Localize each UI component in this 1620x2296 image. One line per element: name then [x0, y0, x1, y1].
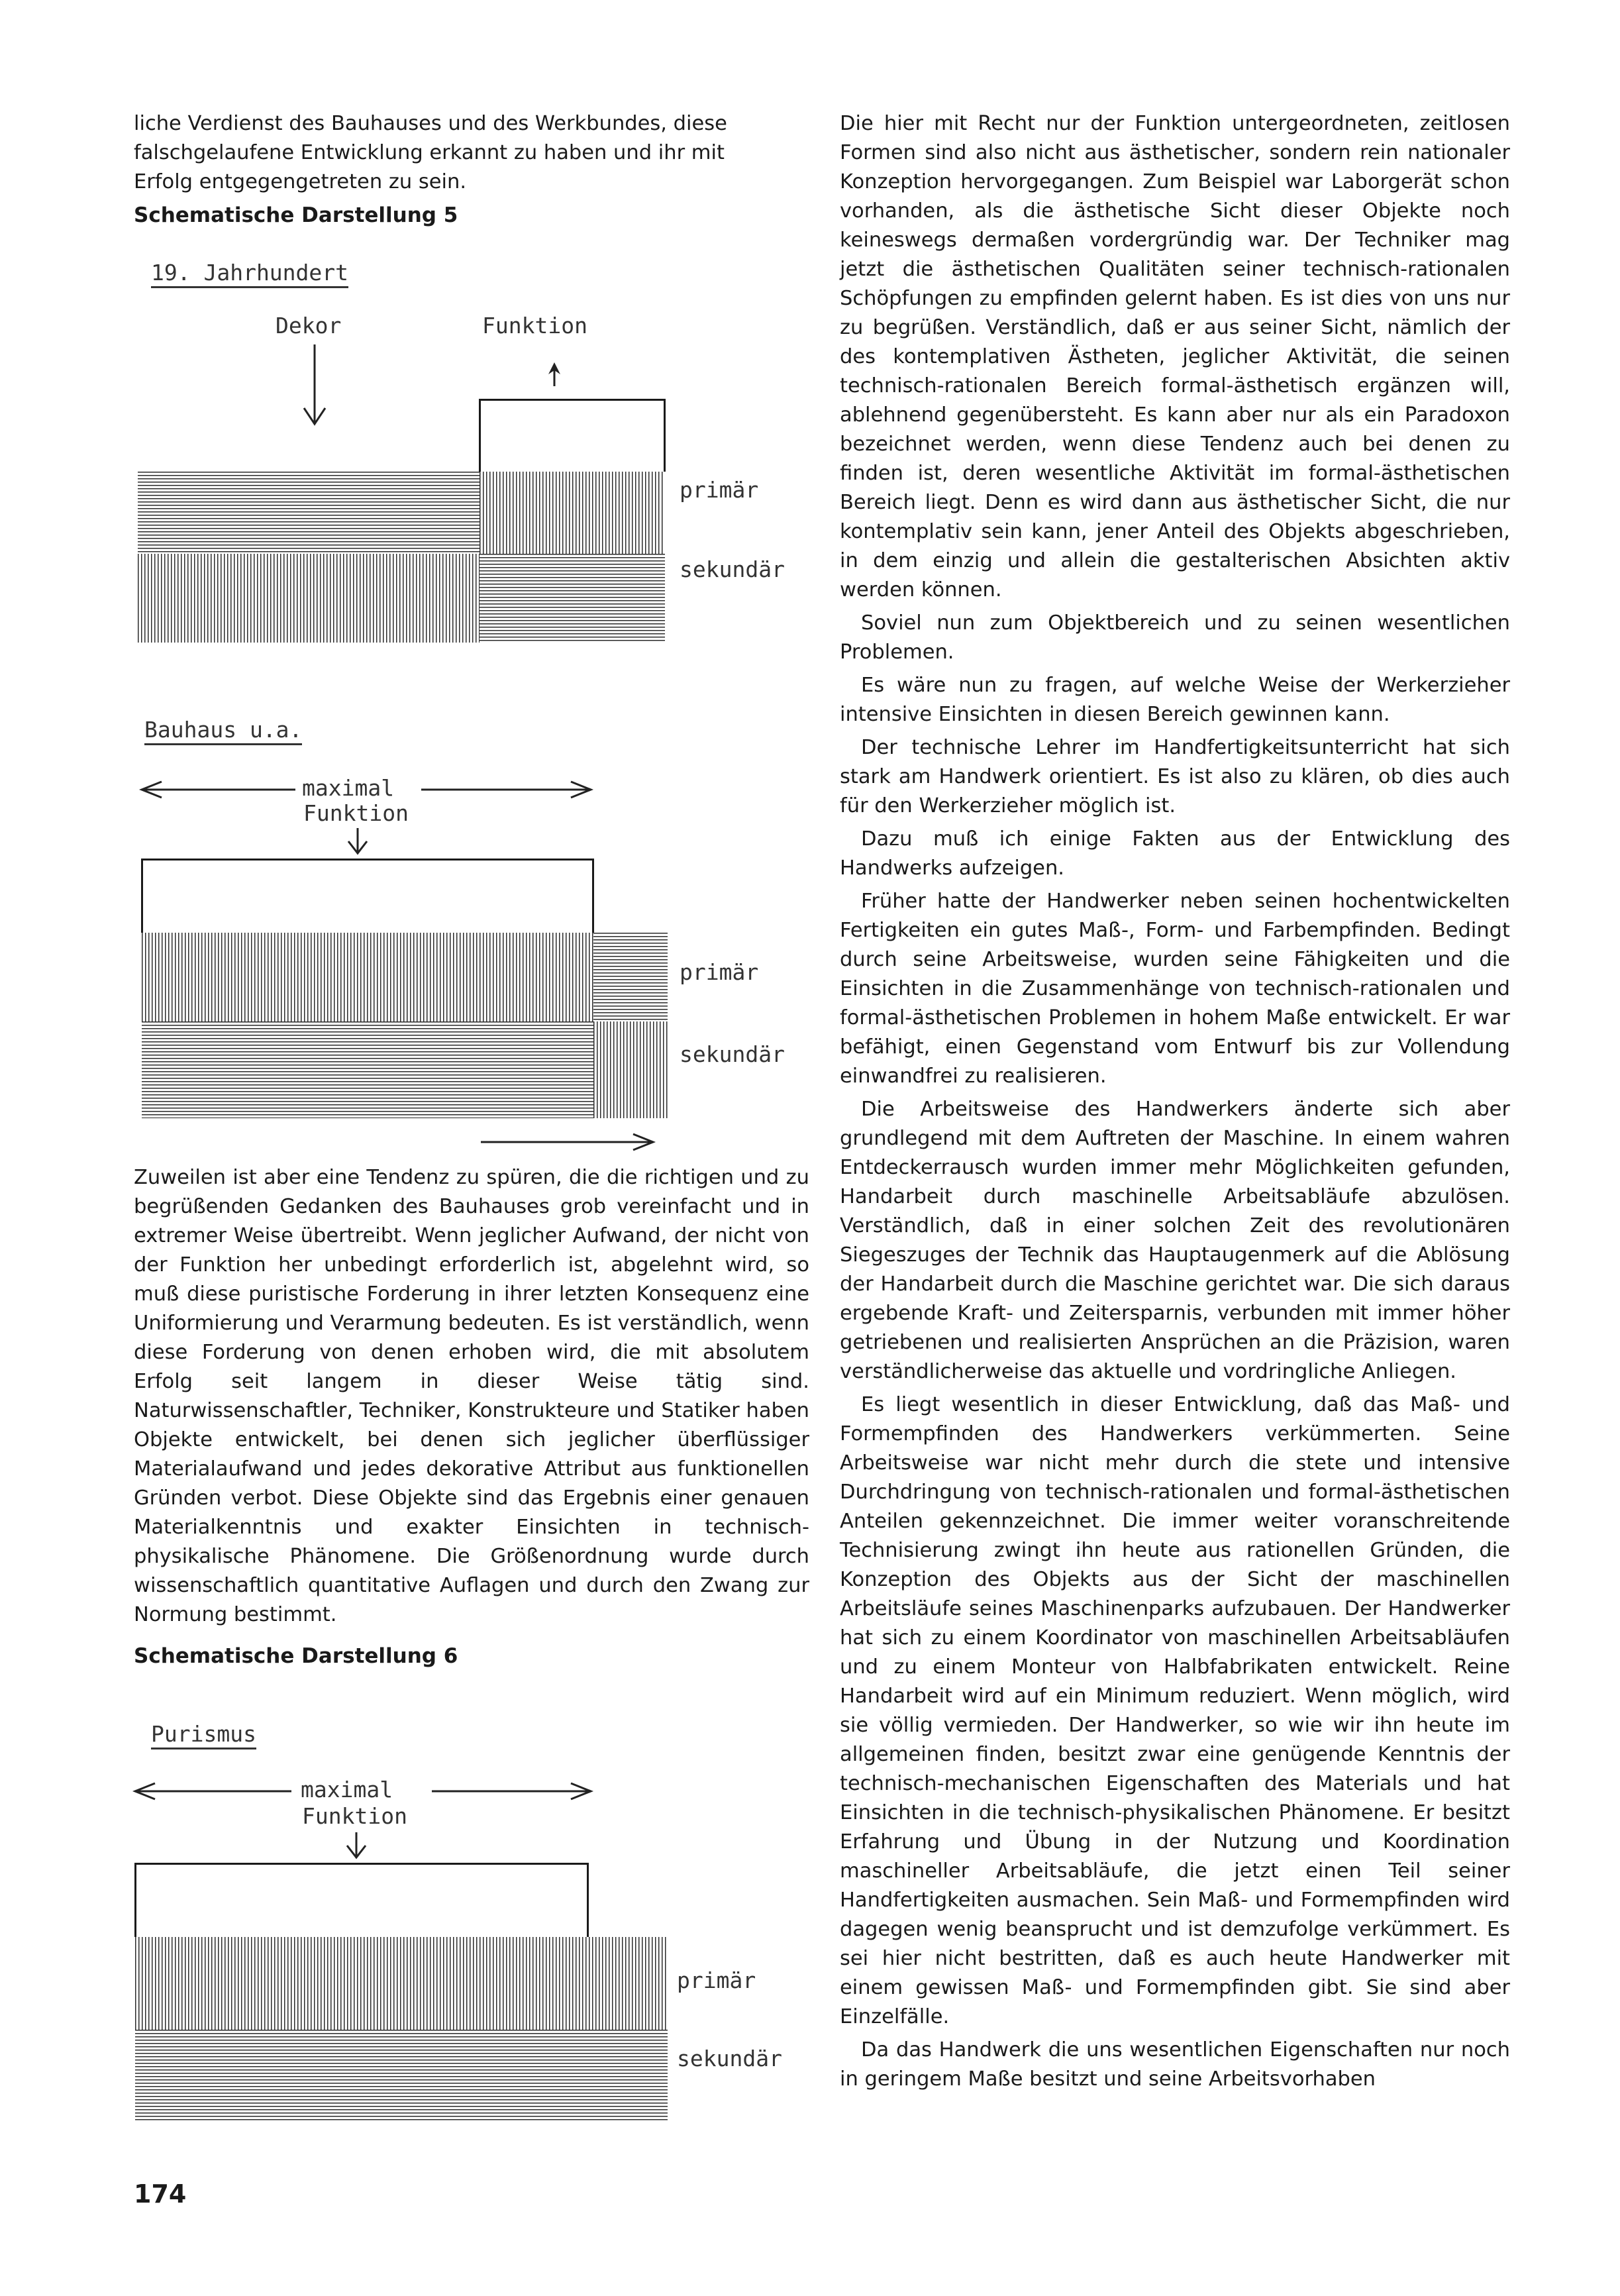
- label-sekundaer-purismus: sekundär: [677, 2046, 782, 2071]
- diagram-purismus-title: Purismus: [151, 1721, 256, 1749]
- arrow-right-maximal: [421, 782, 593, 798]
- bauhaus-sekundaer-hatch-left: [142, 1021, 593, 1118]
- diagram-bauhaus-title: Bauhaus u.a.: [144, 717, 302, 745]
- label-dekor: Dekor: [276, 313, 342, 339]
- arrow-left-maximal-purismus: [132, 1783, 294, 1799]
- arrow-right-maximal-purismus: [432, 1783, 593, 1799]
- funktion-box-bauhaus: [141, 859, 594, 933]
- right-paragraph-6: Früher hatte der Handwerker neben seinen hochentwickelten Fertigkeiten ein gutes Maß-, Form- und Farbempfinden. Bedingt durch seine Arbeitsweise, wurden seine Fähigkeiten und die Einsichten in die Zusammenhänge von technisch-rationalen und formal-ästhetischen Problemen in hohem Maße entwickelt. Er war befähigt, einen Gegenstand vom Entwurf bis zur Vollendung einwandfrei zu realisieren.: [840, 890, 1510, 1088]
- arrow-down-funktion-purismus: [344, 1832, 368, 1859]
- right-paragraph-8: Es liegt wesentlich in dieser Entwicklung, daß das Maß- und Formempfinden des Handwerkers verkümmerten. Seine Arbeitsweise war nicht mehr durch die stete und intensive Durchdringung von technisch-rationalen und formal-ästhetischen Anteilen gekennzeichnet. Die immer weiter voranschreitende Technisierung zwingt ihn heute aus rationellen Gründen, die Konzeption des Objekts aus der Sicht der maschinellen Arbeitsläufe seines Maschinenparks aufzubauen. Der Handwerker hat sich zu einem Koordinator von maschinellen Arbeitsabläufen und zu einem Monteur von Halbfabrikaten entwickelt. Reine Handarbeit wird auf ein Minimum reduziert. Wenn möglich, wird sie völlig vermieden. Der Handwerker, so wie wir ihn heute im allgemeinen finden, besitzt zwar eine genügende Kenntnis der technisch-mechanischen Eigenschaften des Materials und hat Einsichten in die technisch-physikalischen Phänomene. Er besitzt Erfahrung und Übung in der Nutzung und Koordination maschineller Arbeitsabläufe, die jetzt einen Teil seiner Handfertigkeiten ausmachen. Sein Maß- und Formempfinden wird dagegen wenig beansprucht und ist demzufolge verkümmert. Es sei hier nicht bestritten, daß es auch heute Handwerker mit einem gewissen Maß- und Formempfinden gibt. Sie sind aber Einzelfälle.: [840, 1393, 1510, 2028]
- label-sekundaer-19: sekundär: [680, 556, 785, 582]
- heading-darstellung-5: Schematische Darstellung 5: [134, 203, 458, 227]
- label-primaer-bauhaus: primär: [680, 959, 759, 985]
- bauhaus-sekundaer-hatch-right: [593, 1021, 668, 1118]
- bauhaus-primaer-hatch-left: [142, 933, 593, 1021]
- dekor-primaer-hatch: [138, 472, 480, 554]
- right-paragraph-4: Der technische Lehrer im Handfertigkeitsunterricht hat sich stark am Handwerk orientiert. Es ist also zu klären, ob dies auch für den Werkerzieher möglich ist.: [840, 736, 1510, 817]
- right-paragraph-5: Dazu muß ich einige Fakten aus der Entwicklung des Handwerks aufzeigen.: [840, 827, 1510, 880]
- arrow-down-dekor: [301, 344, 328, 427]
- left-paragraph-block: [134, 1163, 809, 1671]
- purismus-sekundaer-hatch: [135, 2030, 668, 2121]
- right-paragraph-2: Soviel nun zum Objektbereich und zu seinen wesentlichen Problemen.: [840, 611, 1510, 664]
- label-primaer-purismus: primär: [677, 1967, 756, 1993]
- intro-line-1: liche Verdienst des Bauhauses und des Werkbundes, diese: [134, 112, 727, 135]
- label-maximal-bauhaus: maximal: [302, 775, 395, 801]
- dekor-sekundaer-hatch: [138, 554, 480, 643]
- right-paragraph-1: Die hier mit Recht nur der Funktion untergeordneten, zeitlosen Formen sind also nicht aus ästhetischer, sondern rein nationaler Konzeption hervorgegangen. Zum Beispiel war Laborgerät schon vorhanden, als die ästhetische Sicht dieser Objekte noch keineswegs dermaßen vordergründig war. Der Techniker mag jetzt die ästhetischen Qualitäten seiner technisch-rationalen Schöpfungen zu empfinden gelernt haben. Es ist dies von uns nur zu begrüßen. Verständlich, daß er aus seiner Sicht, nämlich der des kontemplativen Ästheten, jeglicher Aktivität, die seinen technisch-rationalen Bereich formal-ästhetisch ergänzen will, ablehnend gegenübersteht. Es kann aber nur als ein Paradoxon bezeichnet werden, wenn diese Tendenz auch bei denen zu finden ist, deren wesentliche Aktivität im formal-ästhetischen Bereich liegt. Denn es wird dann aus ästhetischer Sicht, die nur kontemplativ sein kann, jener Anteil des Objekts abgeschrieben, in dem einzig und allein die gestalterischen Absichten aktiv werden können.: [840, 112, 1510, 601]
- page-number: 174: [134, 2179, 187, 2209]
- label-funktion-purismus: Funktion: [302, 1803, 407, 1829]
- arrow-up-funktion: [546, 361, 562, 388]
- arrow-down-funktion-bauhaus: [346, 828, 370, 855]
- left-paragraph: Zuweilen ist aber eine Tendenz zu spüren, die die richtigen und zu begrüßenden Gedanken des Bauhauses grob vereinfacht und in extremer Weise übertreibt. Wenn jeglicher Aufwand, der nicht von der Funktion her unbedingt erforderlich ist, abgelehnt wird, so muß diese puristische Forderung in ihrer letzten Konsequenz eine Uniformierung und Verarmung bedeuten. Es ist verständlich, wenn diese Forderung von denen erhoben wird, die mit absolutem Erfolg seit langem in dieser Weise tätig sind. Naturwissenschaftler, Techniker, Konstrukteure und Statiker haben Objekte entwickelt, bei denen sich jeglicher überflüssiger Materialaufwand und jedes dekorative Attribut aus funktionellen Gründen verbot. Diese Objekte sind das Ergebnis einer genauen Materialkenntnis und exakter Einsichten in technisch-physikalische Phänomene. Die Größenordnung wurde durch wissenschaftlich quantitative Auflagen und durch den Zwang zur Normung bestimmt.: [134, 1166, 809, 1626]
- left-column: [134, 109, 809, 230]
- label-maximal-purismus: maximal: [301, 1777, 393, 1802]
- funktion-box-purismus: [134, 1863, 589, 1937]
- funktion-box-19: [479, 399, 666, 472]
- label-sekundaer-bauhaus: sekundär: [680, 1041, 785, 1067]
- purismus-primaer-hatch: [135, 1937, 668, 2030]
- right-column: [840, 109, 1510, 2098]
- intro-line-3: Erfolg entgegengetreten zu sein.: [134, 170, 467, 193]
- funktion-sekundaer-hatch: [480, 554, 665, 643]
- right-paragraph-7: Die Arbeitsweise des Handwerkers änderte sich aber grundlegend mit dem Auftreten der Maschine. In einem wahren Entdeckerrausch wurden immer mehr Möglichkeiten gefunden, Handarbeit durch maschinelle Arbeitsabläufe abzulösen. Verständlich, daß in einer solchen Zeit des revolutionären Siegeszuges der Technik das Hauptaugenmerk auf die Ablösung der Handarbeit durch die Maschine gerichtet war. Die sich daraus ergebende Kraft- und Zeitersparnis, verbunden mit immer höher getriebenen und realisierten Ansprüchen an die Präzision, waren verständlicherweise das aktuelle und vordringliche Anliegen.: [840, 1098, 1510, 1383]
- label-funktion-bauhaus: Funktion: [303, 800, 409, 826]
- label-funktion: Funktion: [482, 313, 587, 339]
- label-primaer-19: primär: [680, 477, 759, 503]
- right-paragraph-3: Es wäre nun zu fragen, auf welche Weise der Werkerzieher intensive Einsichten in diesen Bereich gewinnen kann.: [840, 674, 1510, 726]
- heading-darstellung-6: Schematische Darstellung 6: [134, 1644, 458, 1668]
- intro-line-2: falschgelaufene Entwicklung erkannt zu haben und ihr mit: [134, 141, 725, 164]
- right-paragraph-9: Da das Handwerk die uns wesentlichen Eigenschaften nur noch in geringem Maße besitzt und seine Arbeitsvorhaben: [840, 2038, 1510, 2091]
- arrow-left-maximal: [139, 782, 298, 798]
- diagram-19-title: 19. Jahrhundert: [151, 260, 348, 288]
- funktion-primaer-hatch: [480, 472, 665, 554]
- bauhaus-primaer-hatch-right: [593, 933, 668, 1021]
- arrow-right-bauhaus-bottom: [481, 1134, 656, 1150]
